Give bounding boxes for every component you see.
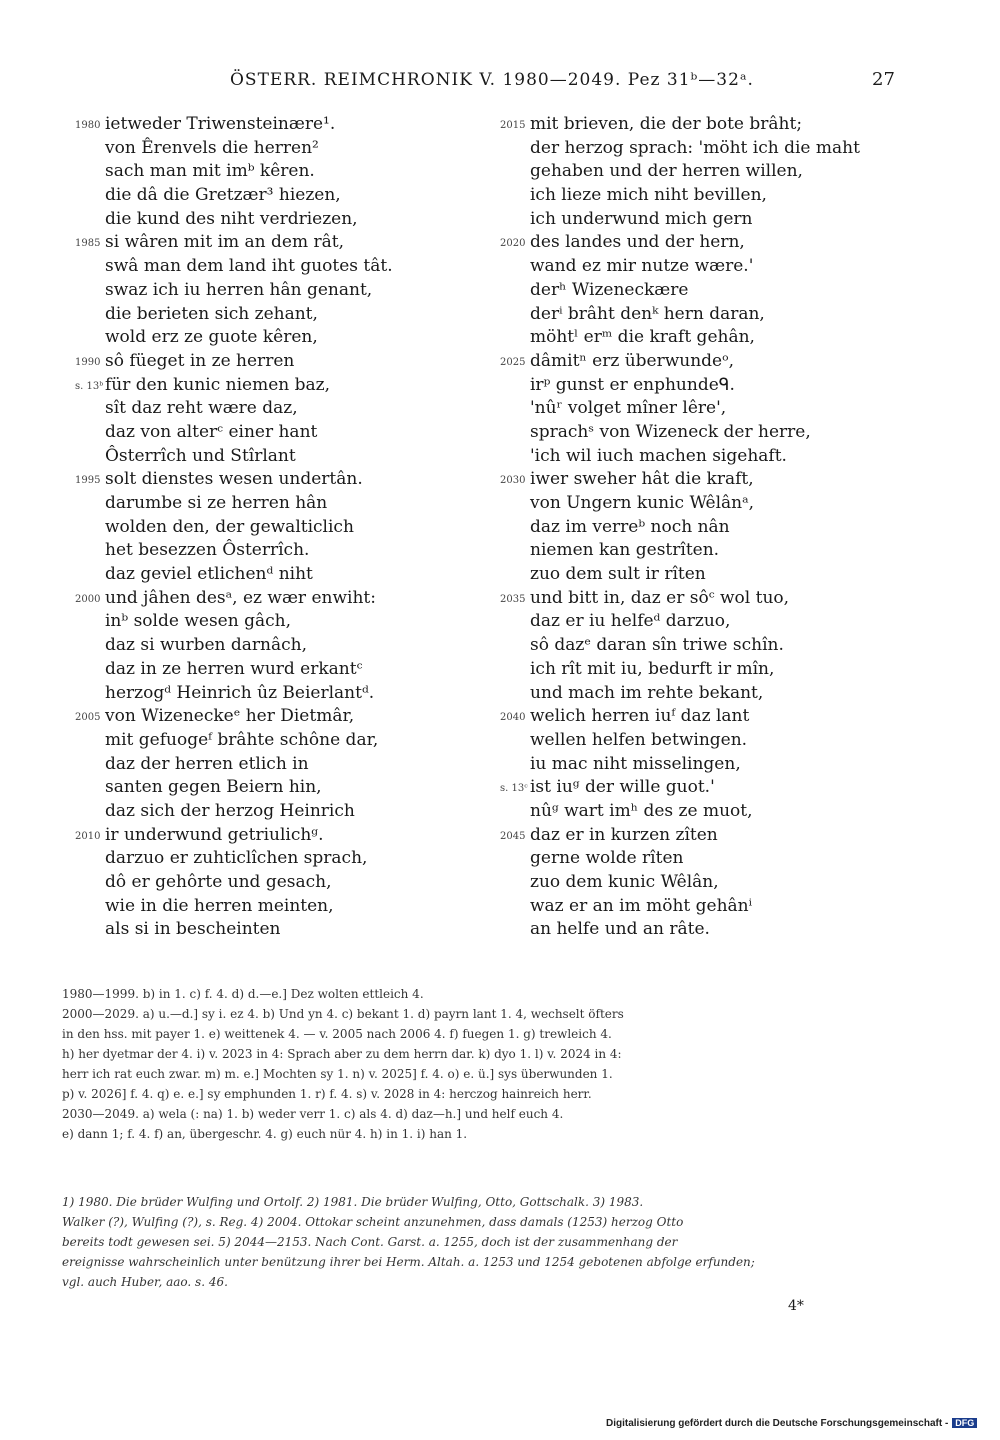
variant-note: h) her dyetmar der 4. i) v. 2023 in 4: Sprach aber zu dem herrn dar. k) dyo 1. l) v. 2024 in 4: [62, 1047, 622, 1061]
verse-text: daz im verreᵇ noch nân [530, 516, 730, 537]
line-number: 1995 [75, 475, 101, 487]
verse-line [530, 445, 910, 469]
line-number: 1980 [75, 120, 101, 131]
signature-mark: 4* [788, 1298, 804, 1314]
verse-text: für den kunic niemen baz, [105, 374, 330, 395]
verse-text: von Êrenvels die herren² [105, 137, 319, 158]
verse-line [530, 847, 910, 871]
verse-text: sît daz reht wære daz, [105, 398, 298, 419]
verse-column-right [500, 113, 910, 942]
verse-text: mit brieven, die der bote brâht; [530, 114, 803, 134]
verse-text: ir underwund getriulichᵍ. [105, 824, 324, 845]
variant-note: 2000—2029. a) u.—d.] sy i. ez 4. b) Und yn 4. c) bekant 1. d) payrn lant 1. 4, wechselt öfters [62, 1007, 624, 1021]
footnote-line: bereits todt gewesen sei. 5) 2044—2153. Nach Cont. Garst. a. 1255, doch ist der zusammenhang der [62, 1235, 678, 1249]
verse-text: ist iuᵍ der wille guot.' [530, 777, 715, 798]
verse-text: daz er iu helfeᵈ darzuo, [530, 611, 731, 632]
verse-line [75, 587, 495, 611]
footnote-line: 1) 1980. Die brüder Wulfing und Ortolf. 2) 1981. Die brüder Wulfing, Otto, Gottschalk. 3) 1983. [62, 1195, 644, 1209]
verse-text: dâmitⁿ erz überwundeᵒ, [530, 350, 735, 371]
verse-text: zuo dem kunic Wêlân, [530, 872, 719, 892]
verse-text: gerne wolde rîten [530, 848, 684, 869]
digitization-footer [606, 1418, 977, 1429]
verse-line [530, 279, 910, 303]
verse-line [530, 753, 910, 777]
verse-text: iu mac niht misselingen, [530, 753, 741, 774]
verse-text: wellen helfen betwingen. [530, 729, 748, 750]
verse-text: ich lieze mich niht bevillen, [530, 185, 767, 206]
verse-text: des landes und der hern, [530, 232, 745, 253]
line-number: 2030 [500, 475, 526, 487]
verse-line [530, 397, 910, 421]
verse-line [500, 776, 910, 800]
verse-line [530, 918, 910, 942]
line-number: 2000 [75, 593, 101, 605]
verse-text: 'ich wil iuch machen sigehaft. [530, 445, 787, 466]
verse-text: solt dienstes wesen undertân. [105, 469, 363, 490]
verse-text: sô füeget in ze herren [105, 350, 295, 371]
variant-apparatus [62, 984, 892, 1144]
verse-text: wand ez mir nutze wære.' [530, 256, 754, 277]
verse-text: von Ungern kunic Wêlânᵃ, [530, 493, 755, 513]
verse-text: 'nûʳ volget mîner lêre', [530, 398, 727, 419]
verse-line [105, 847, 495, 871]
verse-line [105, 279, 495, 303]
line-number: s. 13ᵇ [75, 380, 104, 392]
verse-line [105, 445, 495, 469]
verse-line [105, 137, 495, 161]
verse-line [530, 658, 910, 682]
line-number: 2040 [500, 712, 526, 724]
verse-line [500, 587, 910, 611]
verse-text: daz von alterᶜ einer hant [105, 421, 318, 442]
verse-text: die dâ die Gretzær³ hiezen, [105, 185, 341, 206]
verse-text: die berieten sich zehant, [105, 303, 318, 324]
footer-text: Digitalisierung gefördert durch die Deutsche Forschungsgemeinschaft - [606, 1418, 949, 1429]
verse-line [75, 705, 495, 729]
verse-text: darumbe si ze herren hân [105, 493, 328, 513]
line-number: 2020 [500, 238, 526, 250]
page-number: 27 [872, 69, 895, 90]
verse-text: mit gefuogeᶠ brâhte schône dar, [105, 729, 379, 750]
verse-line [105, 895, 495, 919]
verse-text: ich rît mit iu, bedurft ir mîn, [530, 658, 775, 679]
verse-text: wolden den, der gewalticlich [105, 516, 354, 537]
verse-text: Ôsterrîch und Stîrlant [105, 445, 296, 466]
variant-note: herr ich rat euch zwar. m) m. e.] Mochten sy 1. n) v. 2025] f. 4. o) e. ü.] sys überwunden 1. [62, 1067, 613, 1081]
verse-text: niemen kan gestrîten. [530, 540, 720, 561]
verse-line [530, 160, 910, 184]
verse-line [530, 492, 910, 516]
verse-line [530, 895, 910, 919]
line-number: 2035 [500, 593, 526, 605]
verse-line [530, 634, 910, 658]
verse-line [105, 729, 495, 753]
verse-line [105, 255, 495, 279]
verse-text: sô dazᵉ daran sîn triwe schîn. [530, 635, 784, 656]
variant-note: p) v. 2026] f. 4. q) e. e.] sy emphunden 1. r) f. 4. s) v. 2028 in 4: herczog hainreich herr. [62, 1087, 592, 1101]
verse-text: iwer sweher hât die kraft, [530, 469, 754, 490]
line-number: 2015 [500, 120, 526, 131]
running-header [0, 70, 1000, 94]
verse-line [105, 303, 495, 327]
verse-text: santen gegen Beiern hin, [105, 777, 322, 798]
verse-text: daz er in kurzen zîten [530, 824, 718, 845]
verse-line [530, 184, 910, 208]
footnote-line: ereignisse wahrscheinlich unter benützung ihrer bei Herm. Altah. a. 1253 und 1254 gebotenen abfolge erfunden; [62, 1255, 755, 1269]
verse-line [500, 705, 910, 729]
verse-text: wold erz ze guote kêren, [105, 327, 318, 348]
verse-line [105, 776, 495, 800]
verse-line [105, 397, 495, 421]
verse-text: nûᵍ wart imʰ des ze muot, [530, 800, 753, 821]
verse-text: dô er gehôrte und gesach, [105, 872, 332, 892]
verse-line [500, 350, 910, 374]
verse-line [530, 729, 910, 753]
verse-text: sach man mit imᵇ kêren. [105, 161, 315, 182]
verse-line [105, 492, 495, 516]
verse-line [530, 326, 910, 350]
verse-line [105, 539, 495, 563]
verse-text: von Wizeneckeᵉ her Dietmâr, [105, 706, 355, 727]
verse-line [105, 184, 495, 208]
variant-note: 1980—1999. b) in 1. c) f. 4. d) d.—e.] Dez wolten ettleich 4. [62, 987, 424, 1001]
verse-text: herzogᵈ Heinrich ûz Beierlantᵈ. [105, 682, 375, 703]
line-number: s. 13ᶜ [500, 783, 528, 795]
verse-line [75, 113, 495, 137]
verse-text: möhtˡ erᵐ die kraft gehân, [530, 327, 755, 348]
verse-text: swâ man dem land iht guotes tât. [105, 256, 393, 277]
footnote-line: Walker (?), Wulfing (?), s. Reg. 4) 2004. Ottokar scheint anzunehmen, dass damals (1253) herzog Otto [62, 1215, 684, 1229]
verse-text: daz der herren etlich in [105, 753, 309, 774]
line-number: 2010 [75, 830, 101, 842]
verse-text: derⁱ brâht denᵏ hern daran, [530, 303, 765, 324]
verse-text: der herzog sprach: 'möht ich die maht [530, 137, 860, 158]
variant-note: 2030—2049. a) wela (: na) 1. b) weder verr 1. c) als 4. d) daz—h.] und helf euch 4. [62, 1107, 564, 1121]
verse-text: zuo dem sult ir rîten [530, 564, 706, 585]
variant-note: in den hss. mit payer 1. e) weittenek 4. — v. 2005 nach 2006 4. f) fuegen 1. g) trewleich 4. [62, 1027, 612, 1041]
verse-line [75, 231, 495, 255]
verse-line [105, 160, 495, 184]
verse-line [105, 800, 495, 824]
verse-text: daz in ze herren wurd erkantᶜ [105, 658, 363, 679]
verse-text: ich underwund mich gern [530, 208, 753, 229]
verse-text: wie in die herren meinten, [105, 895, 334, 916]
verse-text: si wâren mit im an dem rât, [105, 232, 344, 253]
line-number: 1990 [75, 356, 101, 368]
verse-text: und mach im rehte bekant, [530, 682, 764, 703]
line-number: 2045 [500, 830, 526, 842]
verse-line [530, 303, 910, 327]
verse-line [530, 208, 910, 232]
verse-line [105, 421, 495, 445]
verse-text: daz geviel etlichenᵈ niht [105, 564, 313, 585]
verse-text: irᵖ gunst er enphundeᑫ. [530, 374, 735, 395]
verse-line [500, 113, 910, 137]
verse-line [105, 563, 495, 587]
footnote-line: vgl. auch Huber, aao. s. 46. [62, 1275, 228, 1289]
verse-text: inᵇ solde wesen gâch, [105, 611, 291, 632]
verse-text: daz si wurben darnâch, [105, 635, 307, 656]
verse-line [75, 374, 495, 398]
footnotes [62, 1192, 892, 1292]
verse-line [530, 255, 910, 279]
verse-line [530, 610, 910, 634]
verse-text: darzuo er zuhticlîchen sprach, [105, 848, 368, 869]
verse-line [105, 208, 495, 232]
verse-text: ietweder Triwensteinære¹. [105, 114, 336, 134]
verse-line [500, 231, 910, 255]
verse-line [500, 824, 910, 848]
verse-line [530, 563, 910, 587]
verse-text: daz sich der herzog Heinrich [105, 800, 355, 821]
verse-line [105, 326, 495, 350]
header-title: ÖSTERR. REIMCHRONIK V. 1980—2049. Pez 31ᵇ—32ᵃ. [230, 70, 754, 90]
verse-text: als si in bescheinten [105, 919, 281, 940]
verse-line [530, 137, 910, 161]
verse-line [105, 682, 495, 706]
variant-note: e) dann 1; f. 4. f) an, übergeschr. 4. g) euch nür 4. h) in 1. i) han 1. [62, 1127, 468, 1141]
verse-line [530, 539, 910, 563]
verse-text: und bitt in, daz er sôᶜ wol tuo, [530, 587, 790, 608]
verse-line [530, 682, 910, 706]
verse-line [500, 468, 910, 492]
verse-text: welich herren iuᶠ daz lant [530, 706, 750, 727]
verse-text: waz er an im möht gehânⁱ [530, 895, 753, 916]
verse-line [105, 610, 495, 634]
verse-text: derʰ Wizeneckære [530, 279, 689, 300]
verse-text: het besezzen Ôsterrîch. [105, 540, 310, 561]
verse-line [530, 800, 910, 824]
verse-line [105, 516, 495, 540]
verse-line [105, 634, 495, 658]
verse-text: gehaben und der herren willen, [530, 161, 803, 182]
verse-text: sprachˢ von Wizeneck der herre, [530, 421, 811, 442]
verse-line [75, 350, 495, 374]
verse-line [530, 374, 910, 398]
verse-line [105, 918, 495, 942]
verse-text: swaz ich iu herren hân genant, [105, 279, 373, 300]
verse-text: an helfe und an râte. [530, 919, 710, 940]
verse-line [530, 421, 910, 445]
verse-text: die kund des niht verdriezen, [105, 208, 358, 229]
line-number: 2025 [500, 356, 526, 368]
line-number: 2005 [75, 712, 101, 724]
verse-text: und jâhen desᵃ, ez wær enwiht: [105, 587, 376, 608]
verse-line [530, 516, 910, 540]
dfg-logo: DFG [952, 1418, 977, 1428]
verse-line [105, 753, 495, 777]
line-number: 1985 [75, 238, 101, 250]
verse-line [105, 658, 495, 682]
verse-line [75, 468, 495, 492]
verse-line [530, 871, 910, 895]
verse-line [75, 824, 495, 848]
verse-line [105, 871, 495, 895]
verse-column-left [75, 113, 495, 942]
